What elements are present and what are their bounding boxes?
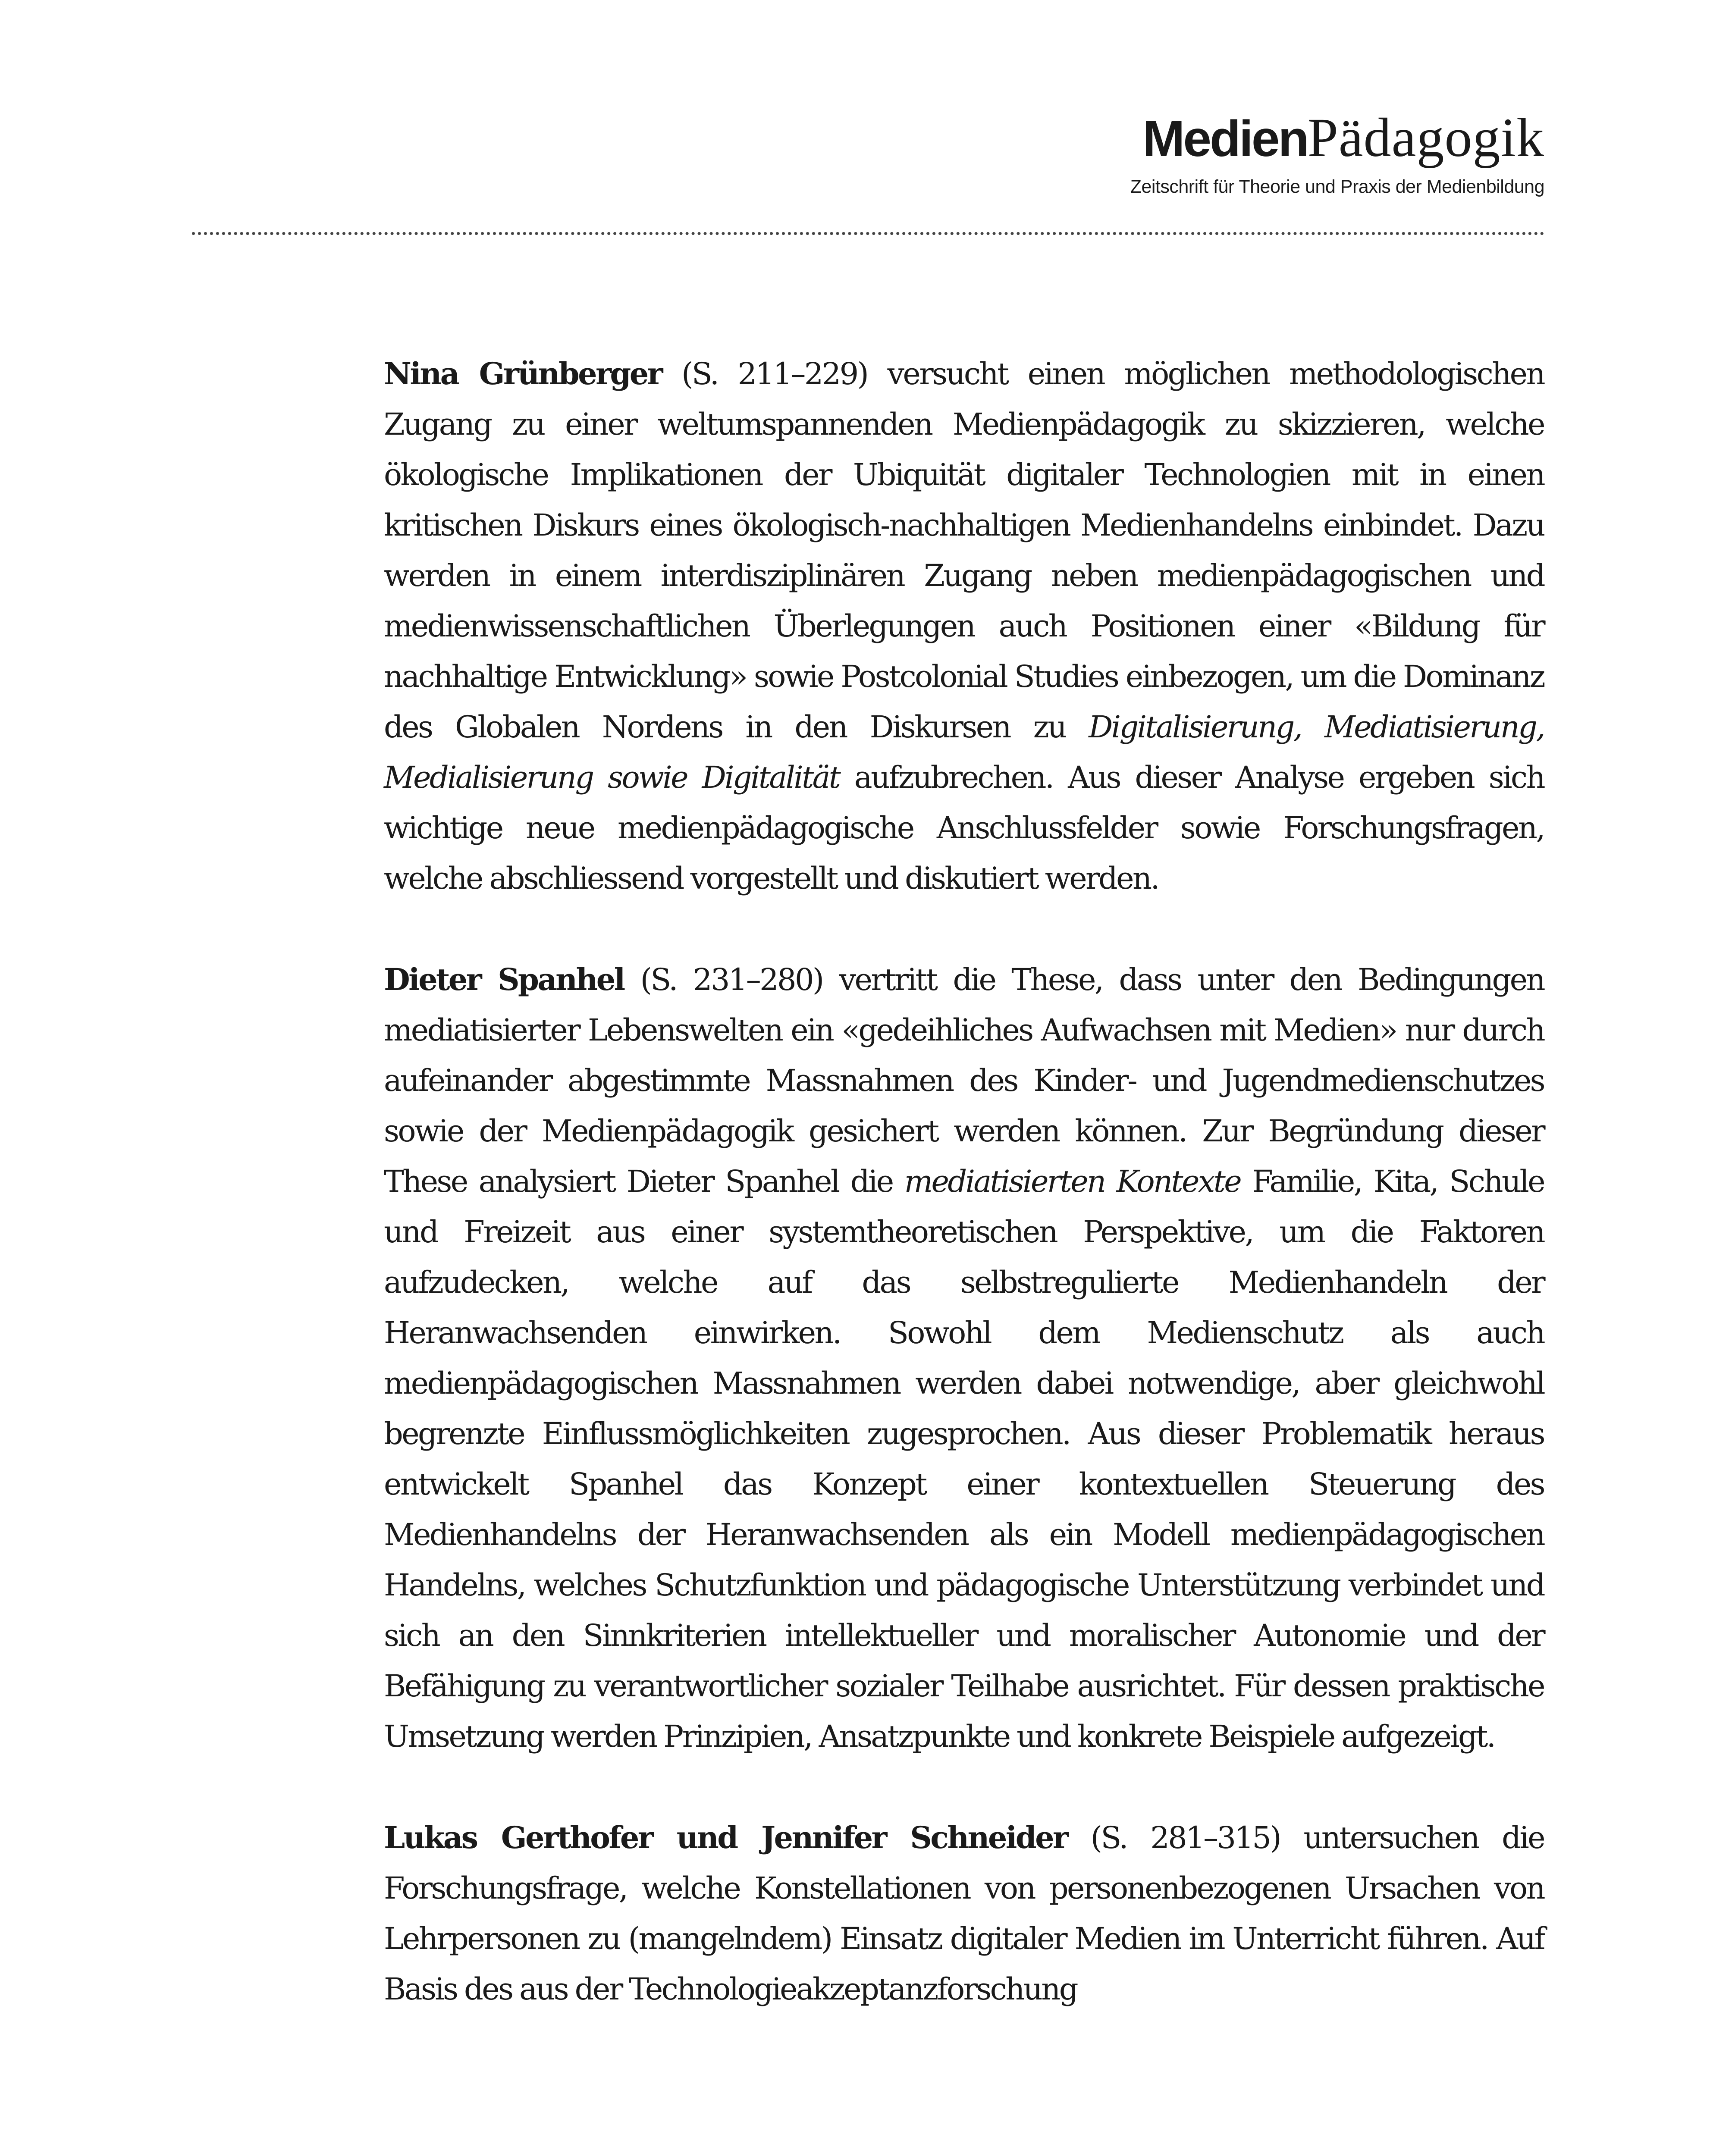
paragraph-text: Familie, Kita, Schule und Freizeit aus einer systemtheoretischen Perspektive, um die Faktoren aufzudecken, welche auf das selbstregulierte Medienhandeln der Heranwachsenden einwirken. Sowohl dem Medienschutz als auch medienpädagogischen Massnahmen werden dabei notwendige, aber gleichwohl begrenzte Einflussmöglichkeiten zugesprochen. Aus dieser Problematik heraus entwickelt Spanhel das Konzept einer kontextuellen Steuerung des Medienhandelns der Heranwachsenden als ein Modell medienpädagogischen Handelns, welches Schutzfunktion und pädagogische Unterstützung verbindet und sich an den Sinnkriterien intellektueller und moralischer Autonomie und der Befähigung zu verantwortlicher sozialer Teilhabe ausrichtet. Für dessen praktische Umsetzung werden Prinzipien, Ansatzpunkte und konkrete Beispiele aufgezeigt.	[384, 1164, 1544, 1754]
paragraph-text: (S. 281–315) untersuchen die Forschungsfrage, welche Konstellationen von personenbezogenen Ursachen von Lehrpersonen zu (mangelndem) Einsatz digitaler Medien im Unterricht führen. Auf Basis des aus der Technologieakzeptanzforschung	[384, 1820, 1544, 2007]
italic-terms: Digitalisierung, Mediatisierung, Medialisierung sowie Digitalität	[384, 709, 1544, 795]
journal-tagline: Zeitschrift für Theorie und Praxis der Medienbildung	[1130, 176, 1544, 197]
journal-logo	[1130, 107, 1544, 168]
paragraph-text: (S. 231–280) vertritt die These, dass unter den Bedingungen mediatisierter Lebenswelten ein «gedeihliches Aufwachsen mit Medien» nur durch aufeinander abgestimmte Massnahmen des Kinder- und Jugendmedienschutzes sowie der Medienpädagogik gesichert werden können. Zur Begründung dieser These analysiert Dieter Spanhel die	[384, 962, 1544, 1199]
journal-masthead	[1130, 107, 1544, 197]
paragraph-gruenberger	[384, 348, 1544, 904]
paragraph-text: (S. 211–229) versucht einen möglichen methodologischen Zugang zu einer weltumspannenden Medienpädagogik zu skizzieren, welche ökologische Implikationen der Ubiquität digitaler Technologien mit in einen kritischen Diskurs eines ökologisch-nachhaltigen Medienhandelns einbindet. Dazu werden in einem interdisziplinären Zugang neben medienpädagogischen und medienwissenschaftlichen Überlegungen auch Positionen einer «Bildung für nachhaltige Entwicklung» sowie Postcolonial Studies einbezogen, um die Dominanz des Globalen Nordens in den Diskursen zu	[384, 356, 1544, 745]
author-name: Lukas Gerthofer und Jennifer Schneider	[384, 1820, 1067, 1855]
paragraph-spanhel	[384, 954, 1544, 1762]
logo-word-paedagogik: Pädagogik	[1307, 107, 1544, 168]
italic-terms: mediatisierten Kontexte	[904, 1164, 1241, 1199]
author-name: Nina Grünberger	[384, 356, 662, 392]
paragraph-gerthofer-schneider	[384, 1812, 1544, 2015]
paragraph-text: aufzubrechen. Aus dieser Analyse ergeben sich wichtige neue medienpädagogische Anschlussfelder sowie Forschungsfragen, welche abschliessend vorgestellt und diskutiert werden.	[384, 760, 1544, 896]
author-name: Dieter Spanhel	[384, 962, 624, 997]
article-body	[384, 348, 1544, 2065]
logo-word-medien: Medien	[1142, 110, 1308, 167]
header-divider	[192, 232, 1544, 235]
